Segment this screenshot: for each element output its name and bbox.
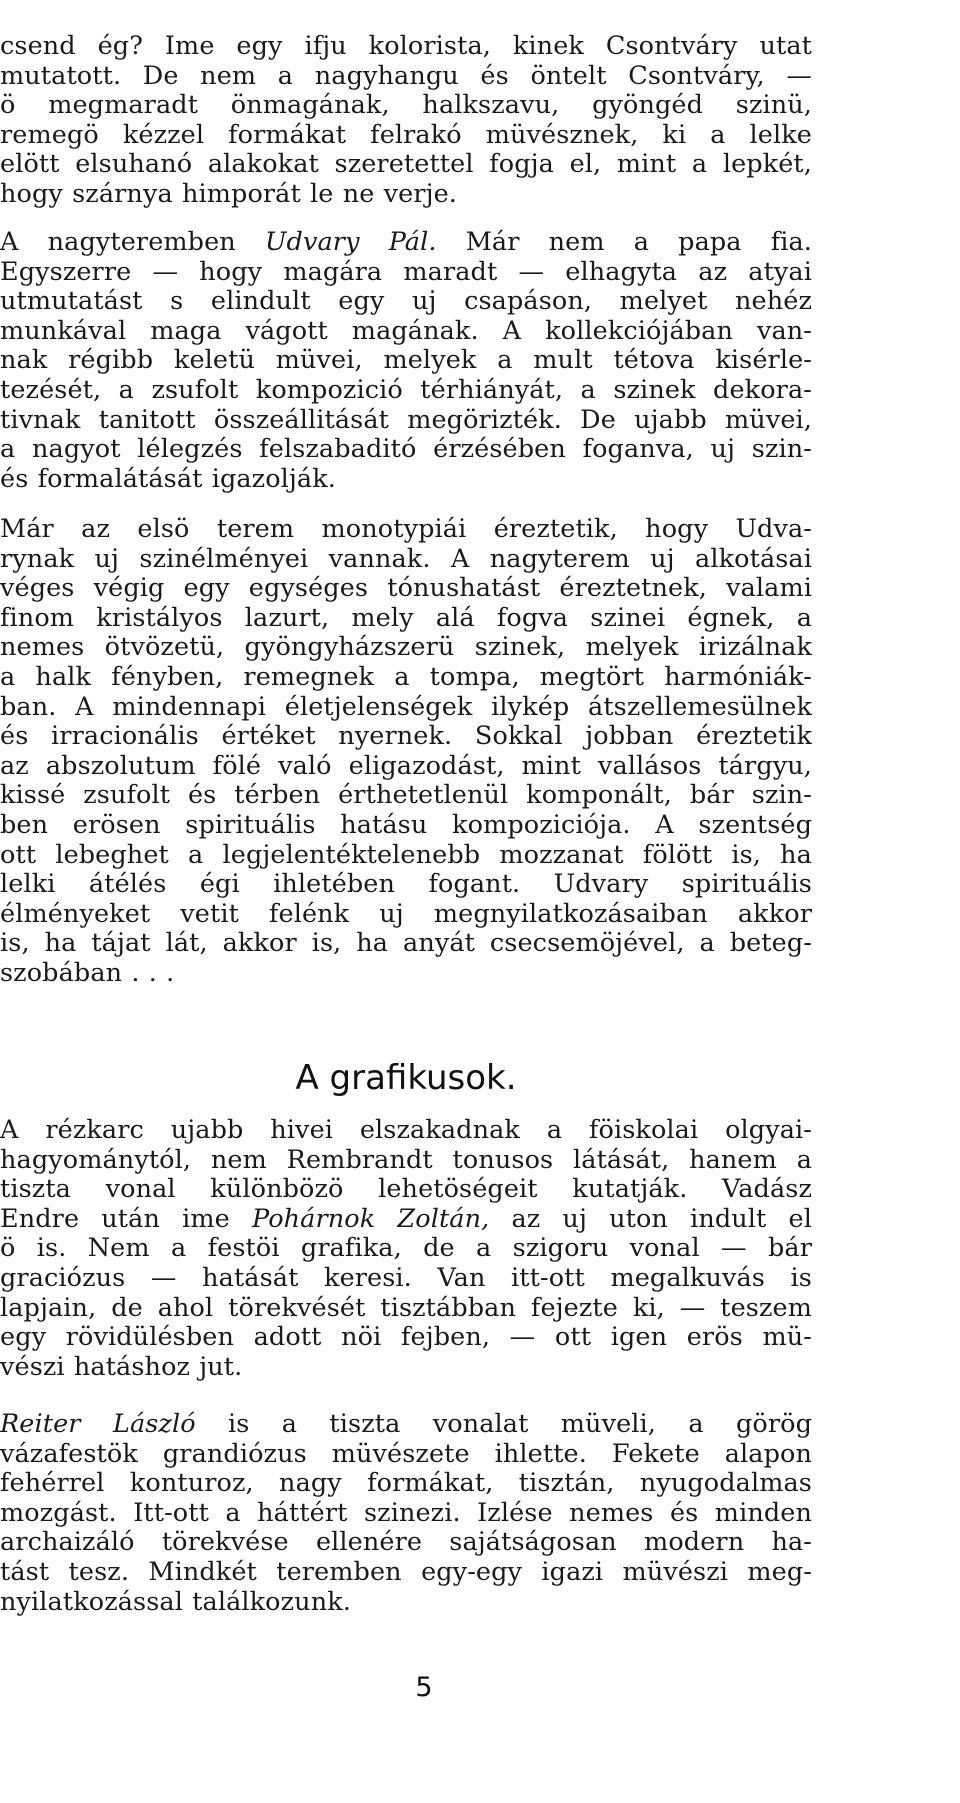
text-line: graciózus — hatását keresi. Van itt-ott megalkuvás is [0, 1262, 812, 1293]
text-line [0, 1205, 812, 1235]
paragraph-rezkarc [0, 1116, 812, 1382]
text-line: tivnak tanitott összeállitását megörizték. De ujabb müvei, [0, 404, 812, 435]
text-run: is a tiszta vonalat müveli, a görög [195, 1409, 812, 1439]
text-run: Már nem a papa fia. [436, 227, 813, 257]
text-line: A rézkarc ujabb hivei elszakadnak a föiskolai olgyai- [0, 1115, 812, 1145]
text-line: tást tesz. Mindkét teremben egy-egy igazi müvészi meg- [0, 1556, 812, 1587]
text-line: lapjain, de ahol törekvését tisztábban fejezte ki, — teszem [0, 1292, 812, 1323]
text-line: a nagyot lélegzés felszabaditó érzésében foganva, uj szin- [0, 434, 812, 465]
paragraph-udvary-intro [0, 228, 812, 494]
text-line: Egyszerre — hogy magára maradt — elhagyta az atyai [0, 256, 812, 287]
text-line: csend ég? Ime egy ifju kolorista, kinek Csontváry utat [0, 31, 812, 61]
text-line: utmutatást s elindult egy uj csapáson, melyet nehéz [0, 286, 812, 317]
text-run: Endre után ime [0, 1203, 252, 1234]
text-line: elött elsuhanó alakokat szeretettel fogja el, mint a lepkét, [0, 149, 812, 180]
text-line: egy rövidülésben adott nöi fejben, — ott igen erös mü- [0, 1322, 812, 1353]
text-line: nyilatkozással találkozunk. [0, 1586, 351, 1617]
text-line: mutatott. De nem a nagyhangu és öntelt Csontváry, — [0, 60, 812, 91]
text-line: ban. A mindennapi életjelenségek ilykép átszellemesülnek [0, 691, 812, 722]
text-line: ö megmaradt önmagának, halkszavu, gyöngéd szinü, [0, 90, 812, 121]
text-line: remegö kézzel formákat felrakó müvésznek, ki a lelke [0, 119, 812, 150]
artist-name-italic: Reiter László [0, 1409, 196, 1439]
text-line: nak régibb keletü müvei, melyek a mult tétova kisérle- [0, 345, 812, 376]
text-line: szobában . . . [0, 957, 175, 988]
artist-name-italic: Pohárnok Zoltán, [251, 1203, 490, 1234]
text-line: Már az elsö terem monotypiái éreztetik, hogy Udva- [0, 514, 812, 544]
text-line: hagyománytól, nem Rembrandt tonusos látását, hanem a [0, 1144, 812, 1175]
text-line: mozgást. Itt-ott a háttért szinezi. Izlése nemes és minden [0, 1497, 812, 1528]
text-line: rynak uj szinélményei vannak. A nagyterem uj alkotásai [0, 543, 812, 574]
text-line: lelki átélés égi ihletében fogant. Udvary spirituális [0, 869, 812, 900]
text-line: kissé zsufolt és térben érthetetlenül komponált, bár szin- [0, 780, 812, 811]
page-number: 5 [415, 1672, 433, 1703]
text-line: véges végig egy egységes tónushatást éreztetnek, valami [0, 573, 812, 604]
text-line: archaizáló törekvése ellenére sajátságosan modern ha- [0, 1527, 812, 1558]
paragraph-reiter [0, 1410, 812, 1617]
text-line: a halk fényben, remegnek a tompa, megtört harmóniák- [0, 661, 812, 692]
text-line: ott lebeghet a legjelentéktelenebb mozzanat fölött is, ha [0, 839, 812, 870]
text-line: vészi hatáshoz jut. [0, 1351, 243, 1382]
text-line: és irracionális értéket nyernek. Sokkal jobban éreztetik [0, 721, 812, 752]
text-line: nemes ötvözetü, gyöngyházszerü szinek, melyek irizálnak [0, 632, 812, 663]
artist-name-italic: Udvary Pál. [264, 227, 437, 257]
text-run: A nagyteremben [0, 227, 265, 257]
text-line [0, 1410, 812, 1440]
text-line: tezését, a zsufolt kompozició térhiányát, a szinek dekora- [0, 374, 812, 405]
text-line: fehérrel konturoz, nagy formákat, tisztán, nyugodalmas [0, 1468, 812, 1499]
text-line: vázafestök grandiózus müvészete ihlette. Fekete alapon [0, 1438, 812, 1469]
text-line: is, ha tájat lát, akkor is, ha anyát csecsemöjével, a beteg- [0, 928, 812, 959]
text-line: hogy szárnya himporát le ne verje. [0, 178, 458, 209]
text-line: élményeket vetit felénk uj megnyilatkozásaiban akkor [0, 898, 812, 929]
paragraph-monotypia [0, 515, 812, 989]
text-line: munkával maga vágott magának. A kollekciójában van- [0, 315, 812, 346]
text-run: az uj uton indult el [489, 1203, 812, 1234]
text-line: ö is. Nem a festöi grafika, de a szigoru vonal — bár [0, 1233, 812, 1264]
text-line [0, 228, 812, 258]
text-line: tiszta vonal különbözö lehetöségeit kutatják. Vadász [0, 1174, 812, 1205]
paragraph-csontvary [0, 32, 812, 210]
section-heading: A grafikusok. [295, 1058, 517, 1098]
text-line: az abszolutum fölé való eligazodást, mint vallásos tárgyu, [0, 750, 812, 781]
text-line: finom kristályos lazurt, mely alá fogva szinei égnek, a [0, 602, 812, 633]
text-line: és formalátását igazolják. [0, 463, 336, 494]
text-line: ben erösen spirituális hatásu kompoziciója. A szentség [0, 809, 812, 840]
